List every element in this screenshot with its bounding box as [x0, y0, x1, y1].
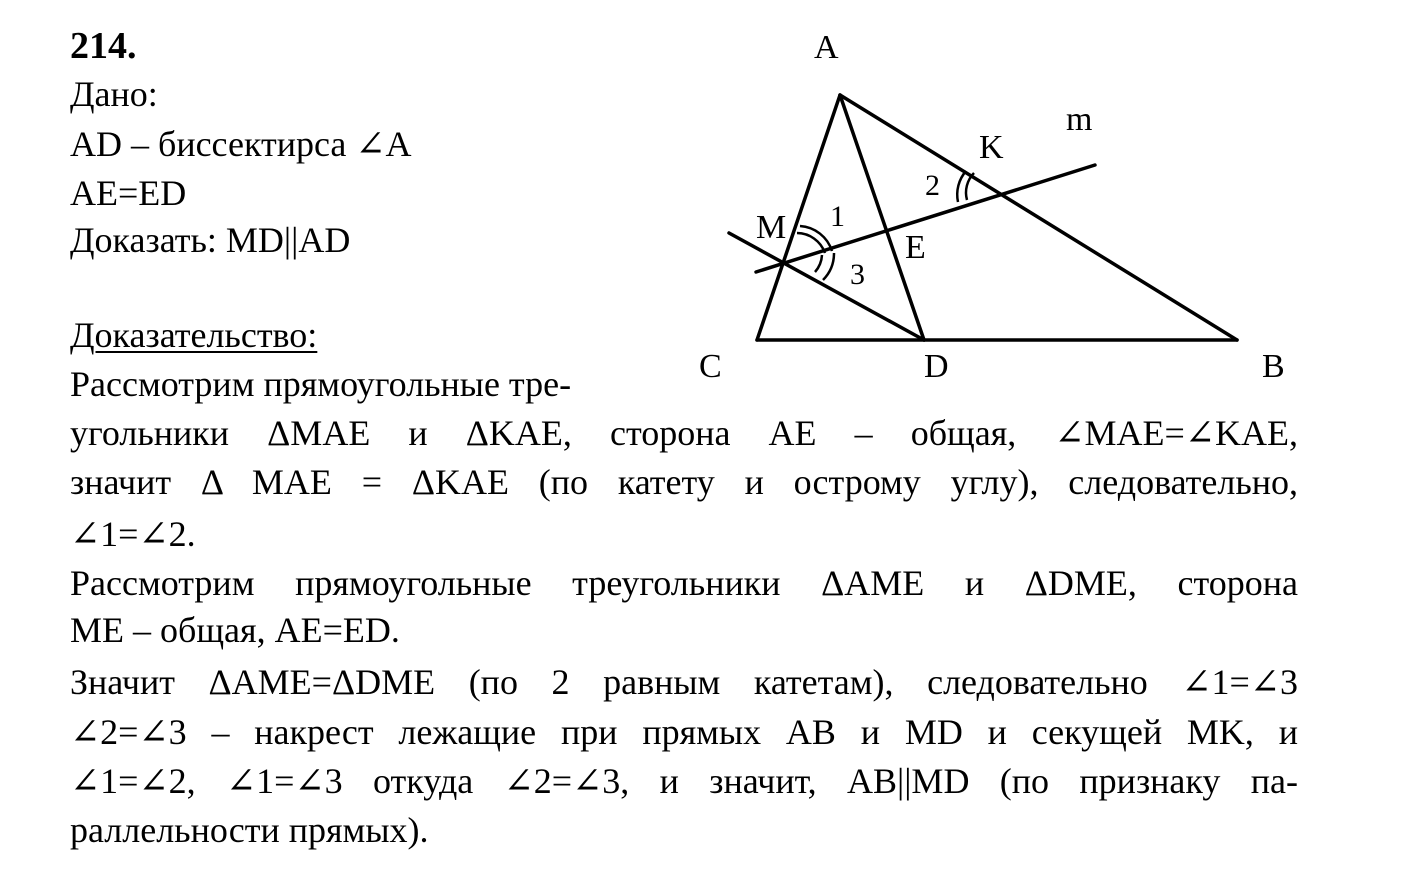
segment-ab [840, 95, 1237, 340]
label-angle-1: 1 [830, 200, 845, 233]
label-point-c: C [699, 348, 722, 385]
given-line-1: AD – биссектирса ∠A [70, 124, 412, 164]
proof-line-1: Рассмотрим прямоугольные тре- [70, 364, 572, 404]
given-line-2: AE=ED [70, 173, 187, 213]
label-line-m: m [1066, 101, 1093, 138]
proof-line-9: ∠1=∠2, ∠1=∠3 откуда ∠2=∠3, и значит, AB||MD (по признаку па- [70, 761, 1298, 801]
label-point-d: D [924, 348, 949, 385]
proof-heading: Доказательство: [70, 315, 318, 355]
label-angle-3: 3 [850, 258, 865, 291]
label-point-m: M [756, 209, 787, 246]
proof-line-10: раллельности прямых). [70, 810, 429, 850]
segment-ad [840, 95, 924, 340]
problem-number: 214. [70, 25, 137, 67]
prove-statement: Доказать: MD||AD [70, 220, 351, 260]
proof-line-2: угольники ΔMAE и ΔKAE, сторона AE – общая, ∠MAE=∠KAE, [70, 413, 1298, 453]
angle-3-arc [815, 255, 822, 272]
proof-line-3: значит Δ MAE = ΔKAE (по катету и острому углу), следовательно, [70, 462, 1298, 502]
given-label: Дано: [70, 74, 158, 114]
angle-3-arc-2 [823, 253, 834, 280]
proof-line-8: ∠2=∠3 – накрест лежащие при прямых AB и MD и секущей MK, и [70, 712, 1298, 752]
proof-line-7: Значит ΔAME=ΔDME (по 2 равным катетам), следовательно ∠1=∠3 [70, 662, 1298, 702]
label-angle-2: 2 [925, 169, 940, 202]
proof-line-5: Рассмотрим прямоугольные треугольники ΔAME и ΔDME, сторона [70, 563, 1298, 603]
label-point-k: K [979, 129, 1004, 166]
label-point-b: B [1262, 348, 1285, 385]
proof-line-6: ME – общая, AE=ED. [70, 610, 400, 650]
angle-2-arc [957, 171, 966, 202]
label-point-e: E [905, 229, 926, 266]
label-point-a: A [814, 29, 839, 66]
proof-line-4: ∠1=∠2. [70, 514, 196, 554]
